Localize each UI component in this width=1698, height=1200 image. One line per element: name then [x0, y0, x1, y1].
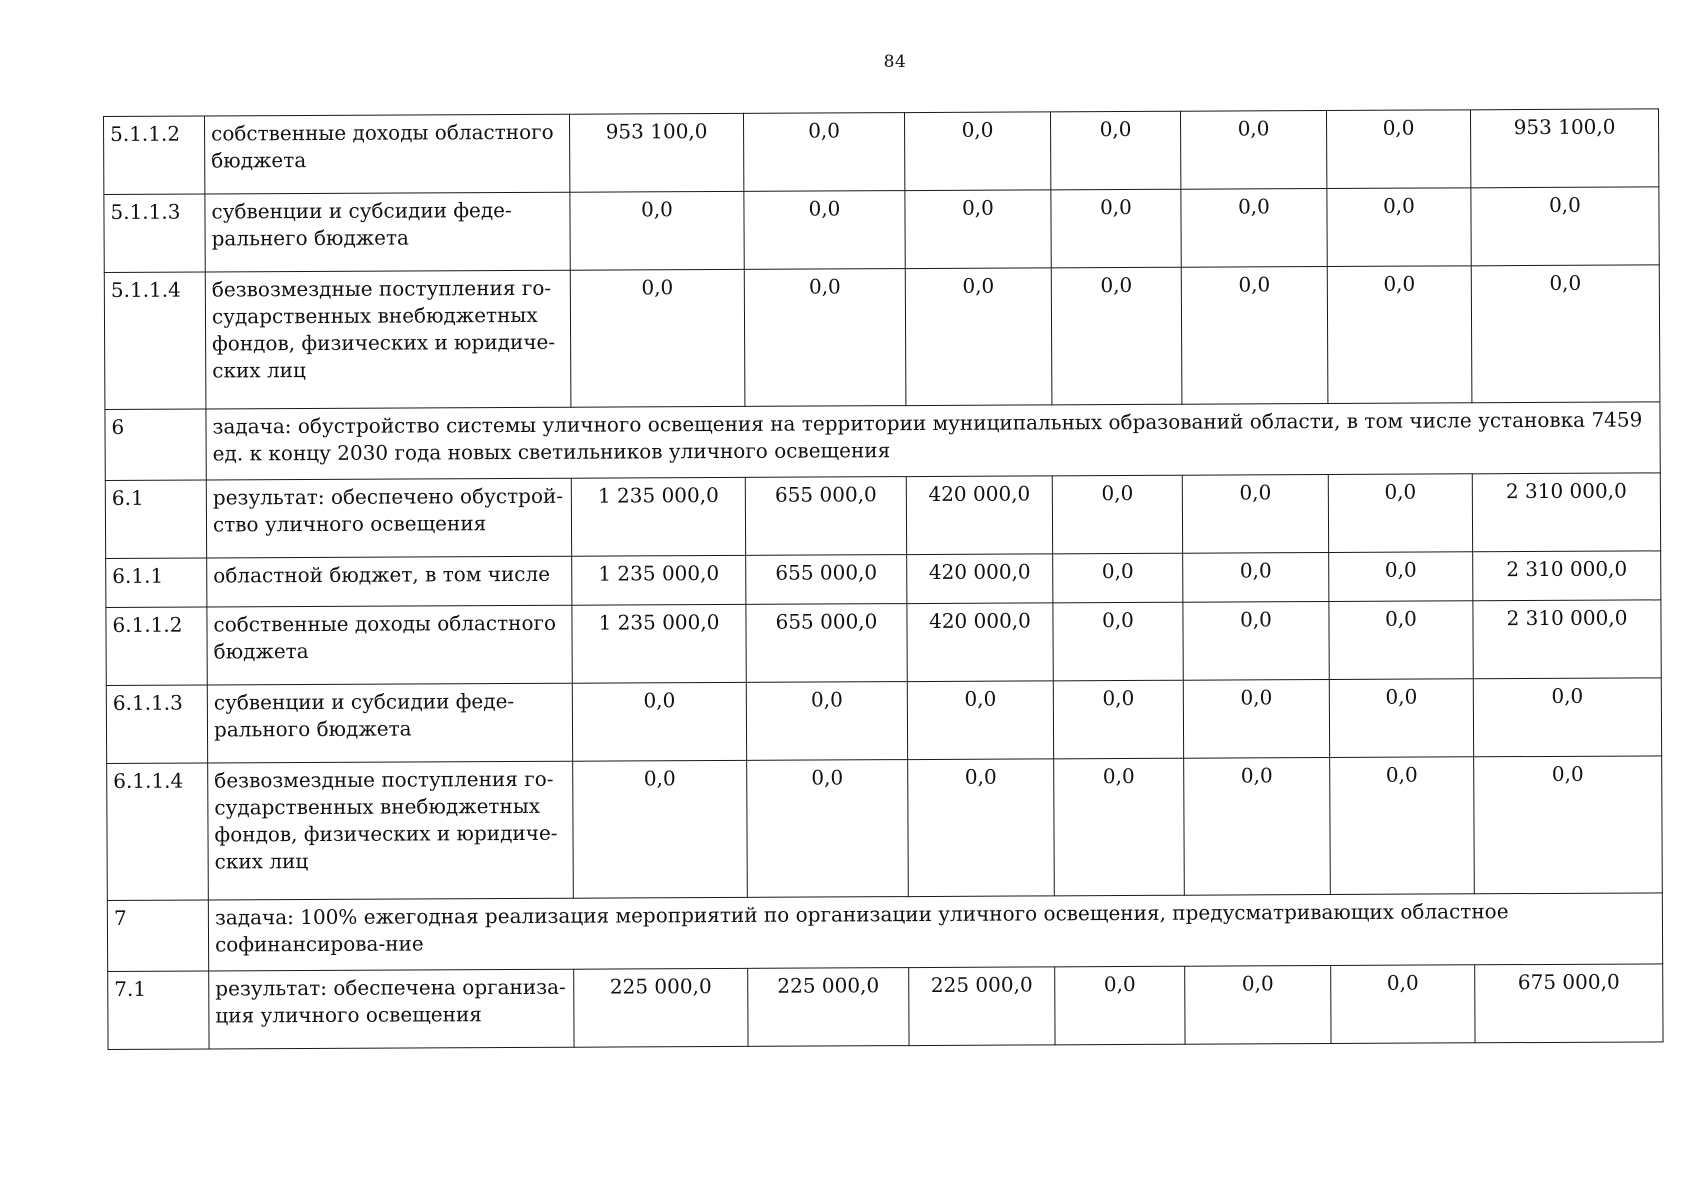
value-cell: 0,0: [573, 760, 748, 898]
row-code: 6.1.1: [106, 558, 207, 607]
total-value-cell: 0,0: [1471, 187, 1659, 266]
table-row: [107, 756, 1663, 901]
total-value-cell: 2 310 000,0: [1473, 551, 1661, 601]
value-cell: 0,0: [1331, 965, 1475, 1044]
value-cell: 0,0: [570, 191, 744, 270]
value-cell: 0,0: [1052, 475, 1182, 554]
value-cell: 0,0: [908, 759, 1055, 897]
row-code: 5.1.1.2: [104, 116, 205, 194]
task-description: задача: 100% ежегодная реализация мероприятий по организации уличного освещения, предусматривающих областное софинансирова-ние: [208, 893, 1662, 971]
total-value-cell: 0,0: [1471, 265, 1660, 403]
value-cell: 225 000,0: [909, 967, 1055, 1046]
row-description: субвенции и субсидии феде-рального бюджета: [207, 683, 572, 763]
value-cell: 0,0: [1053, 553, 1183, 603]
value-cell: 655 000,0: [746, 555, 907, 605]
table-row: [108, 964, 1663, 1050]
row-description: результат: обеспечено обустрой-ство уличного освещения: [206, 478, 571, 558]
value-cell: 0,0: [1053, 602, 1183, 681]
value-cell: 1 235 000,0: [572, 555, 746, 605]
value-cell: 1 235 000,0: [571, 477, 745, 556]
value-cell: 0,0: [1184, 758, 1331, 896]
task-row: [105, 402, 1660, 481]
value-cell: 0,0: [746, 682, 907, 761]
row-description: областной бюджет, в том числе: [207, 556, 572, 607]
row-code: 6: [105, 409, 206, 480]
value-cell: 0,0: [744, 191, 905, 270]
total-value-cell: 0,0: [1474, 756, 1663, 894]
value-cell: 0,0: [1183, 553, 1329, 603]
value-cell: 0,0: [743, 113, 904, 192]
value-cell: 0,0: [747, 760, 909, 898]
page-number: 84: [883, 52, 907, 72]
value-cell: 0,0: [1182, 475, 1328, 554]
value-cell: 0,0: [744, 269, 906, 407]
value-cell: 225 000,0: [748, 968, 909, 1047]
row-code: 6.1.1.4: [107, 763, 209, 900]
total-value-cell: 2 310 000,0: [1472, 473, 1660, 552]
value-cell: 0,0: [905, 268, 1052, 406]
row-description: безвозмездные поступления го-сударственных внебюджетных фондов, физических и юридиче-ских лиц: [205, 270, 571, 409]
row-description: собственные доходы областного бюджета: [207, 605, 572, 685]
table-row: [105, 473, 1660, 559]
row-code: 5.1.1.3: [104, 194, 205, 272]
total-value-cell: 0,0: [1473, 678, 1661, 757]
row-code: 5.1.1.4: [104, 272, 206, 409]
value-cell: 1 235 000,0: [572, 604, 746, 683]
value-cell: 0,0: [1055, 966, 1185, 1045]
value-cell: 0,0: [570, 269, 745, 407]
task-description: задача: обустройство системы уличного освещения на территории муниципальных образований области, в том числе установка 7459 ед. к концу 2030 года новых светильников уличного освещения: [206, 402, 1660, 480]
value-cell: 953 100,0: [569, 113, 743, 192]
total-value-cell: 675 000,0: [1475, 964, 1663, 1043]
value-cell: 0,0: [1180, 111, 1326, 190]
table-row: [106, 600, 1661, 686]
value-cell: 0,0: [1327, 266, 1472, 404]
value-cell: 0,0: [572, 682, 746, 761]
value-cell: 0,0: [1051, 189, 1181, 268]
value-cell: 0,0: [1328, 474, 1472, 553]
value-cell: 0,0: [1330, 757, 1475, 895]
row-code: 7: [107, 900, 208, 971]
budget-table: [103, 108, 1664, 1050]
row-code: 6.1: [105, 480, 206, 558]
row-code: 6.1.1.3: [106, 685, 207, 763]
value-cell: 420 000,0: [907, 554, 1053, 604]
value-cell: 0,0: [1054, 758, 1185, 896]
value-cell: 420 000,0: [906, 476, 1052, 555]
row-description: безвозмездные поступления го-сударственных внебюджетных фондов, физических и юридиче-ских лиц: [208, 761, 574, 900]
table-body: [104, 109, 1664, 1050]
value-cell: 0,0: [904, 112, 1050, 191]
table-row: [104, 187, 1659, 273]
value-cell: 655 000,0: [745, 477, 906, 556]
task-row: [107, 893, 1662, 972]
total-value-cell: 953 100,0: [1470, 109, 1658, 188]
value-cell: 655 000,0: [746, 604, 907, 683]
value-cell: 420 000,0: [907, 603, 1053, 682]
value-cell: 0,0: [1053, 680, 1183, 759]
value-cell: 0,0: [1050, 111, 1180, 190]
row-description: собственные доходы областного бюджета: [205, 114, 570, 194]
table-row: [106, 551, 1661, 608]
value-cell: 0,0: [1181, 267, 1328, 405]
row-code: 7.1: [108, 971, 209, 1049]
value-cell: 0,0: [905, 190, 1051, 269]
value-cell: 0,0: [1329, 552, 1473, 602]
value-cell: 0,0: [1181, 189, 1327, 268]
value-cell: 0,0: [1051, 267, 1182, 405]
total-value-cell: 2 310 000,0: [1473, 600, 1661, 679]
value-cell: 0,0: [1183, 602, 1329, 681]
value-cell: 225 000,0: [574, 968, 748, 1047]
row-code: 6.1.1.2: [106, 607, 207, 685]
value-cell: 0,0: [1329, 601, 1473, 680]
value-cell: 0,0: [907, 681, 1053, 760]
table-row: [104, 265, 1660, 410]
row-description: результат: обеспечена организа-ция уличного освещения: [209, 969, 574, 1049]
value-cell: 0,0: [1329, 679, 1473, 758]
table-row: [104, 109, 1659, 195]
value-cell: 0,0: [1185, 966, 1331, 1045]
table-row: [106, 678, 1661, 764]
row-description: субвенции и субсидии феде-ральнего бюджета: [205, 192, 570, 272]
value-cell: 0,0: [1327, 188, 1471, 267]
value-cell: 0,0: [1183, 680, 1329, 759]
value-cell: 0,0: [1326, 110, 1470, 189]
